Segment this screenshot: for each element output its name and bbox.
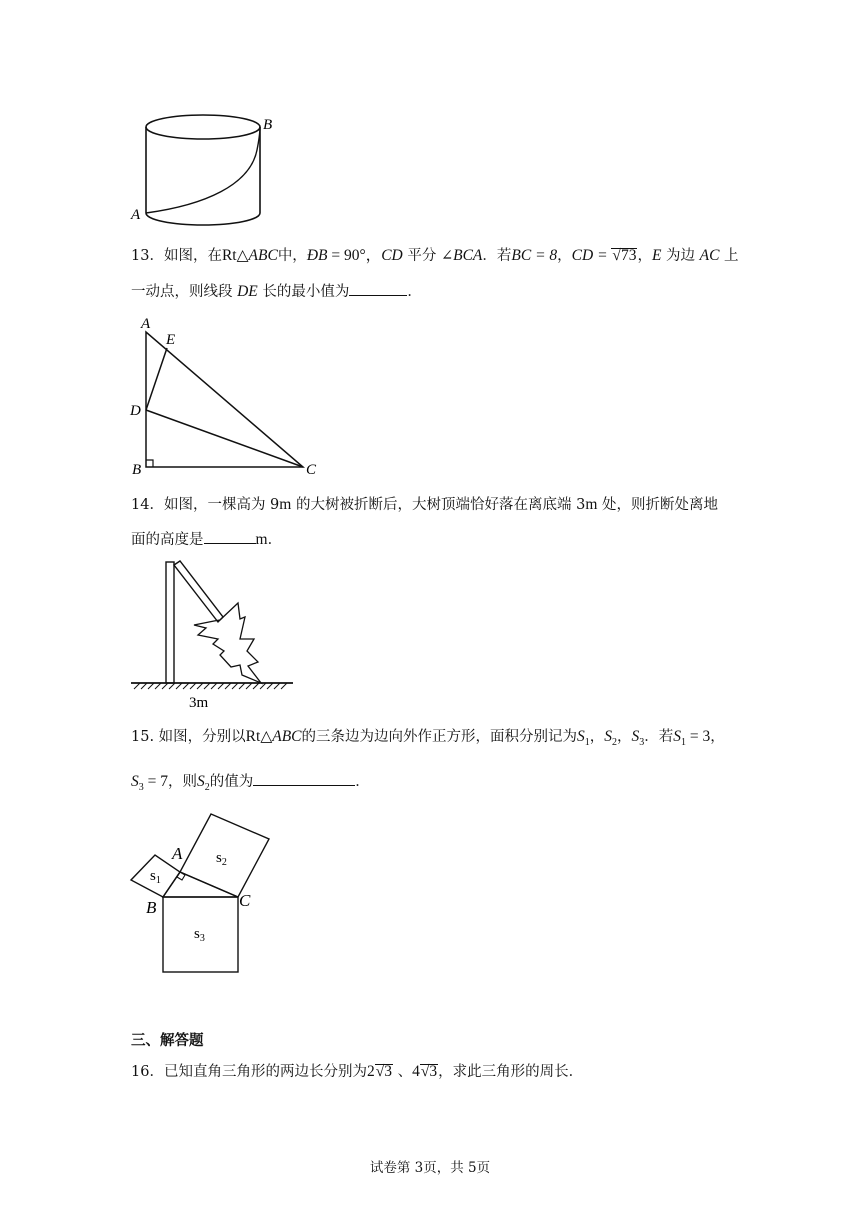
question-16-line-1: 16．已知直角三角形的两边长分别为2√3 、4√3，求此三角形的周长． xyxy=(131,1063,584,1080)
cylinder-figure xyxy=(125,105,285,230)
squares-label-a: A xyxy=(172,844,183,863)
square-s2-label: $s_2$ xyxy=(216,850,227,868)
cylinder-label-a: A xyxy=(131,207,141,223)
question-15-line-1: 15. 如图，分别以Rt△ABC的三条边为边向外作正方形，面积分别记为$S_1$，$S_2$，$S_3$．若$S_1 = 3$， xyxy=(131,728,725,748)
question-15-line-2: $S_3 = 7$，则$S_2$的值为 ． xyxy=(131,770,370,798)
question-13-line-2: 一动点，则线段 DE 长的最小值为 ． xyxy=(131,280,422,302)
cylinder-label-b: B xyxy=(263,117,273,133)
sqrt-3-a: √3 xyxy=(375,1063,392,1080)
squares-label-c: C xyxy=(239,891,251,910)
broken-tree-figure xyxy=(128,555,298,715)
question-14-line-1: 14．如图，一棵高为 9m 的大树被折断后，大树顶端恰好落在离底端 3m 处，则折断处离地 xyxy=(131,496,718,513)
question-14-line-2: 面的高度是 m． xyxy=(131,528,282,550)
triangle-label-b: B xyxy=(132,462,142,477)
answer-blank-15 xyxy=(253,770,355,786)
sqrt-3-b: √3 xyxy=(420,1063,438,1080)
pythagorean-squares-figure xyxy=(125,805,285,980)
question-13-line-1: 13．如图，在Rt△ABC中，ÐB = 90°，CD 平分 ∠BCA．若BC = 8，CD = √73，E 为边 AC 上 xyxy=(131,247,739,264)
squares-label-b: B xyxy=(146,898,157,917)
tree-label-3m: 3m xyxy=(189,695,209,711)
section-title: 三、解答题 xyxy=(131,1033,204,1049)
triangle-figure xyxy=(128,312,328,477)
answer-blank-13 xyxy=(349,280,407,296)
sqrt-73: √73 xyxy=(612,247,637,264)
triangle-label-a: A xyxy=(141,316,151,332)
triangle-label-c: C xyxy=(306,462,317,477)
triangle-label-d: D xyxy=(130,403,141,419)
square-s1-label: $s_1$ xyxy=(150,868,161,886)
page-footer: 试卷第 3页，共 5页 xyxy=(369,1160,491,1176)
answer-blank-14 xyxy=(204,528,256,544)
square-s3-label: $s_3$ xyxy=(194,926,205,944)
triangle-label-e: E xyxy=(166,332,176,348)
